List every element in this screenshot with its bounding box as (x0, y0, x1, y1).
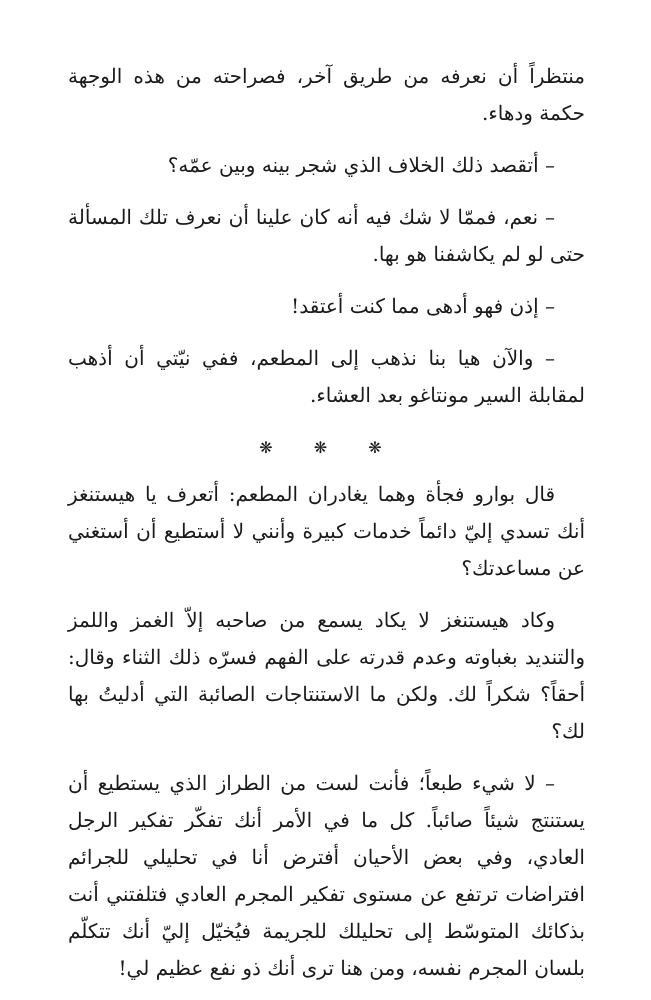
dialogue-line: – إذن فهو أدهى مما كنت أعتقد! (291, 294, 555, 318)
section-separator (68, 429, 585, 466)
separator-asterism: ❋ (259, 438, 285, 457)
dialogue-line: – أتقصد ذلك الخلاف الذي شجر بينه وبين عمّه؟ (167, 153, 555, 177)
narrative-paragraph: قال بوارو فجأة وهما يغادران المطعم: أتعرف يا هيستنغز أنك تسدي إليّ دائماً خدمات كبيرة وأنني لا أستطيع أن أستغني عن مساعدتك؟ (68, 482, 585, 580)
narrative-paragraph: وكاد هيستنغز لا يكاد يسمع من صاحبه إلاّ الغمز واللمز والتنديد بغباوته وعدم قدرته على الفهم فسرّه ذلك الثناء وقال: أحقاً؟ شكراً لك. ولكن ما الاستنتاجات الصائبة التي أدليتُ بها لك؟ (68, 608, 585, 743)
dialogue-line: – والآن هيا بنا نذهب إلى المطعم، ففي نيّتي أن أذهب لمقابلة السير مونتاغو بعد العشاء. (68, 346, 585, 407)
paragraph-continuation: منتظراً أن نعرفه من طريق آخر، فصراحته من هذه الوجهة حكمة ودهاء. (68, 64, 585, 125)
separator-asterism: ❋ (368, 438, 394, 457)
separator-asterism: ❋ (313, 438, 340, 457)
dialogue-line: – لا شيء طبعاً؛ فأنت لست من الطراز الذي يستطيع أن يستنتج شيئاً صائباً. كل ما في الأمر أنك تفكّر تفكير الرجل العادي، وفي بعض الأحيان أفترض أنا في تحليلي للجرائم افتراضات ترتفع عن مستوى تفكير المجرم العادي فتلفتني أنت بذكائك المتوسّط إلى تحليلك للجريمة فيُخيّل إليّ أنك تتكلّم بلسان المجرم نفسه، ومن هنا ترى أنك ذو نفع عظيم لي! (68, 771, 585, 980)
dialogue-line: – نعم، فممّا لا شك فيه أنه كان علينا أن نعرف تلك المسألة حتى لو لم يكاشفنا هو بها. (68, 205, 585, 266)
